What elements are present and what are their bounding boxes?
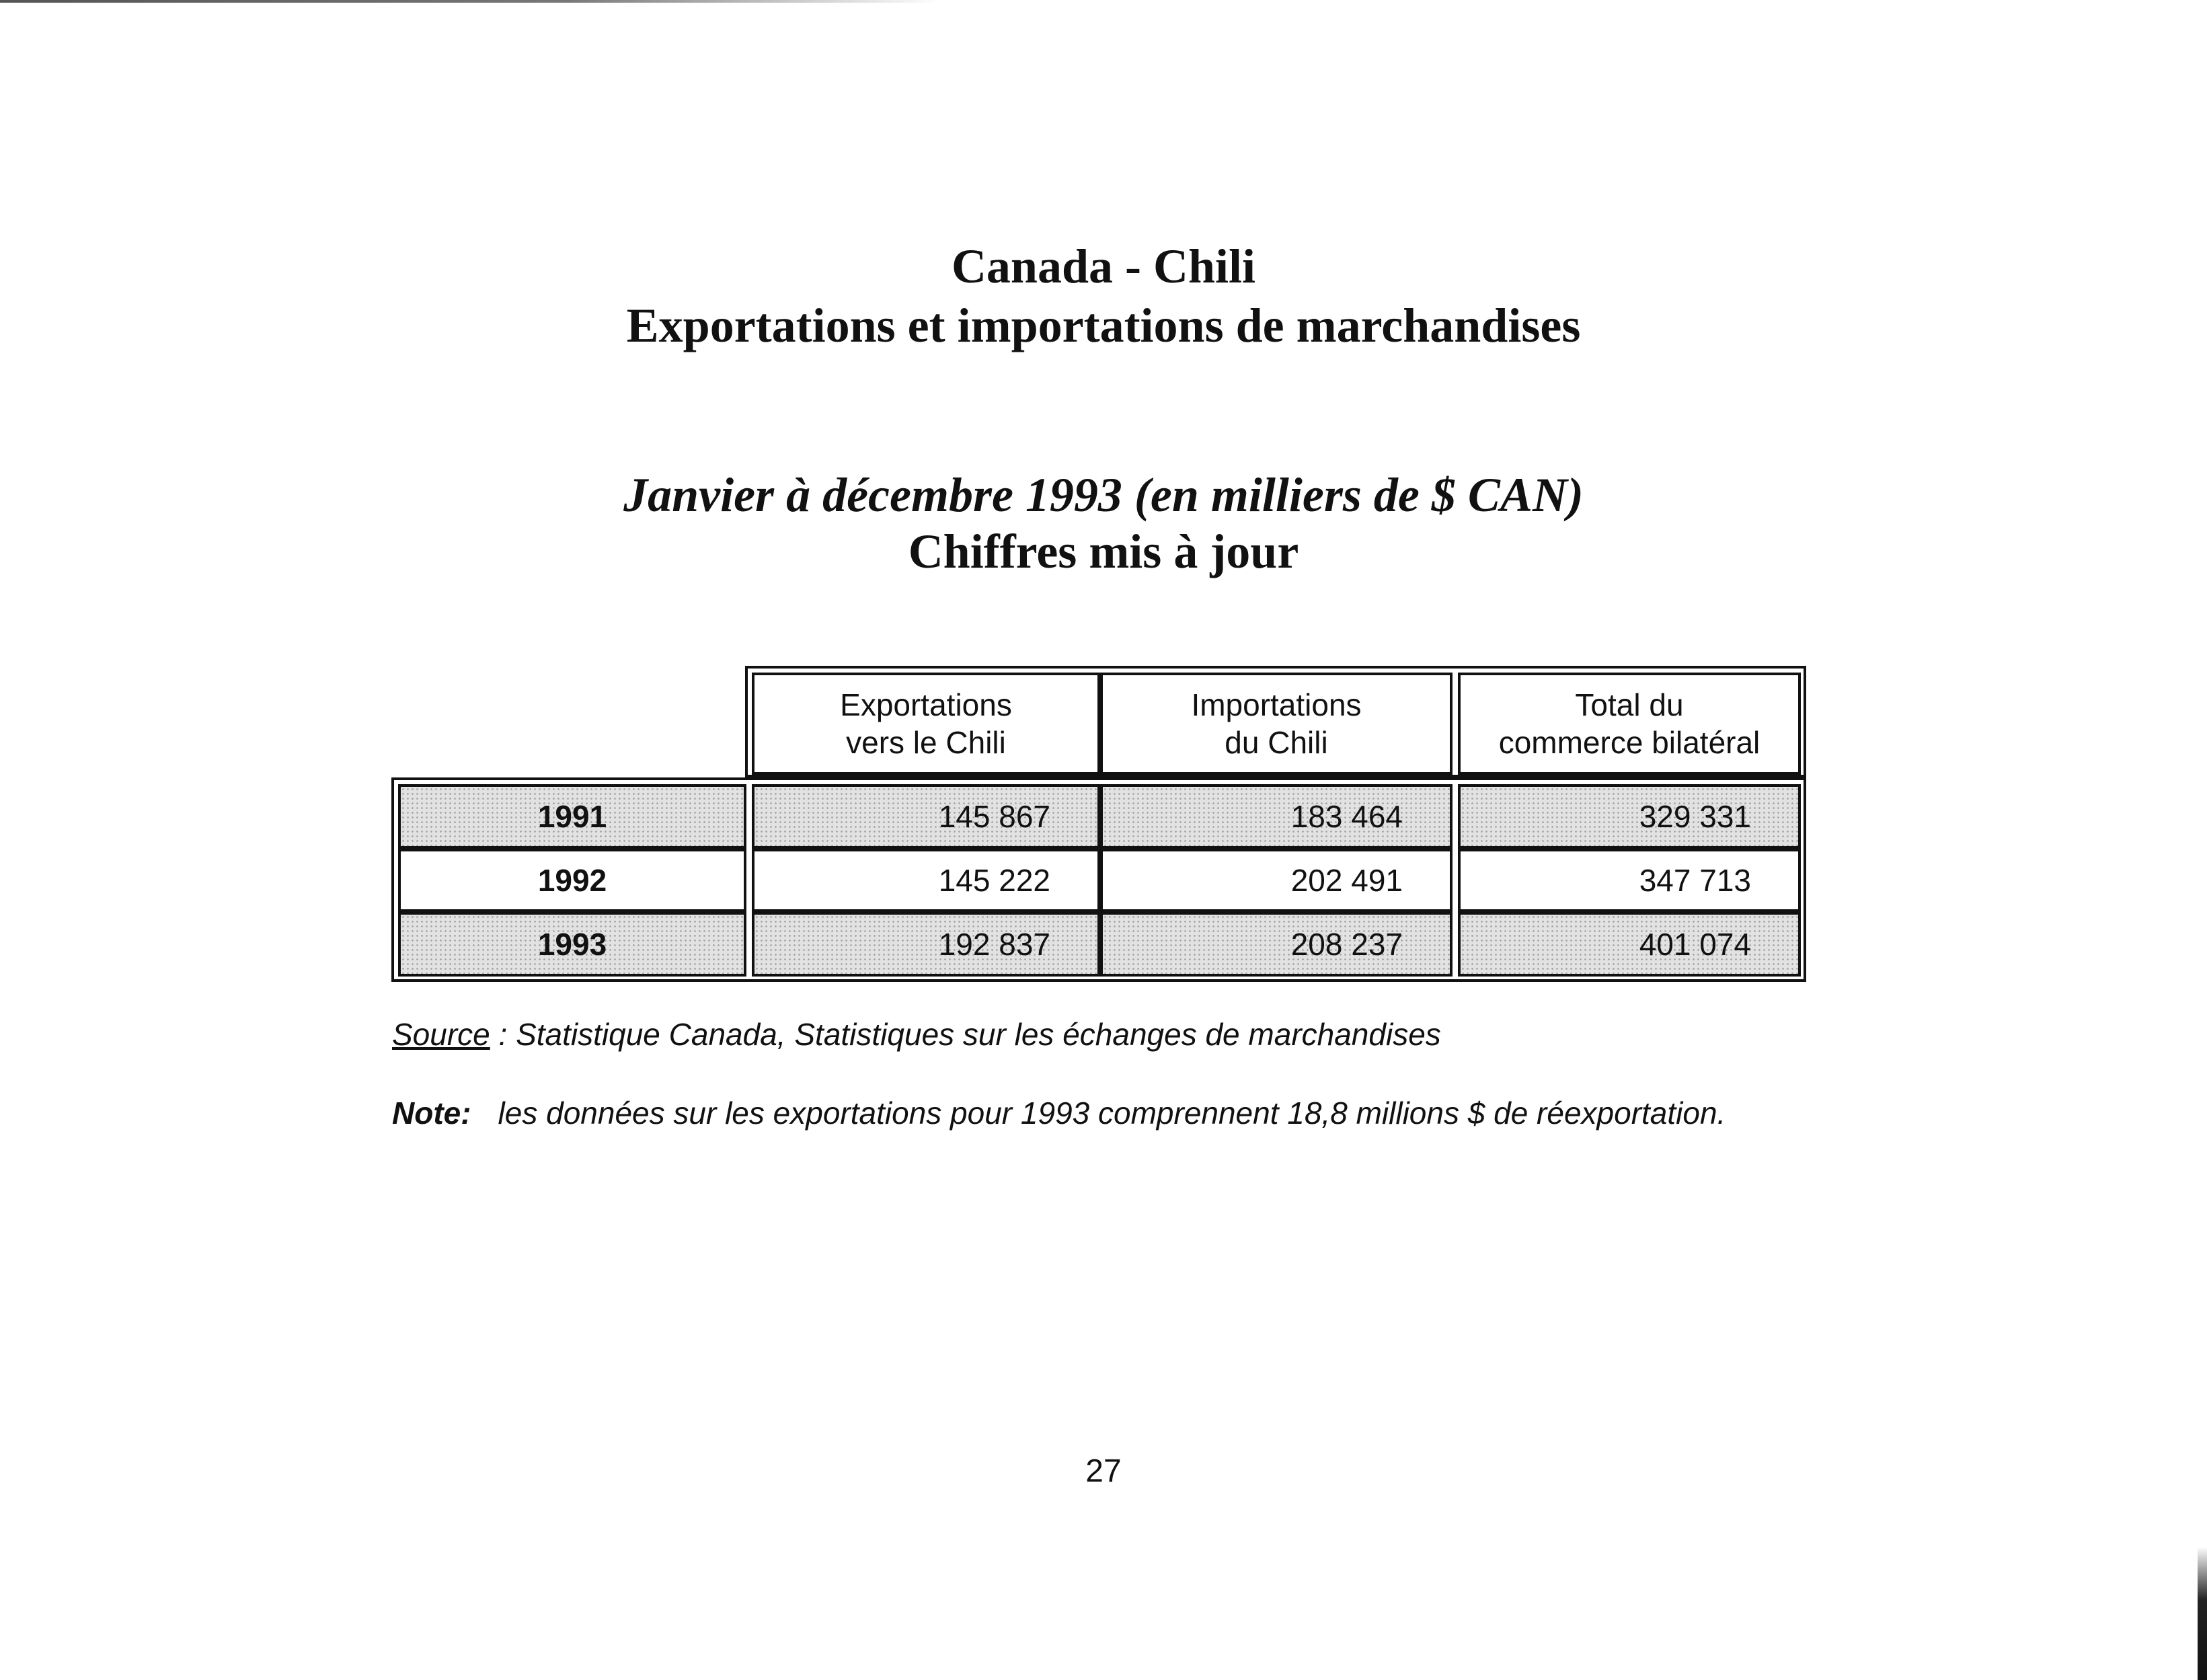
cell-value: 401 074: [1639, 927, 1751, 962]
note-label: Note:: [392, 1096, 471, 1131]
table-cell-imports: [1100, 784, 1453, 849]
table-cell-exports: [752, 912, 1100, 977]
cell-value: 208 237: [1290, 927, 1403, 962]
table-cell-total: [1458, 849, 1801, 912]
page-number: 27: [1085, 1453, 1122, 1489]
table-row-label: [398, 849, 746, 912]
column-header-imports-label: Importations du Chili: [1191, 687, 1362, 760]
column-header-total-label: Total du commerce bilatéral: [1498, 687, 1760, 760]
source-note: [392, 1014, 1441, 1055]
table-cell-total: [1458, 912, 1801, 977]
row-year: 1993: [537, 927, 607, 962]
period-subtitle: Janvier à décembre 1993 (en milliers de $ CAN): [623, 468, 1584, 522]
table-cell-imports: [1100, 912, 1453, 977]
cell-value: 183 464: [1290, 799, 1403, 834]
table-cell-exports: [752, 849, 1100, 912]
cell-value: 347 713: [1639, 863, 1751, 898]
source-text: : Statistique Canada, Statistiques sur les échanges de marchandises: [490, 1017, 1441, 1052]
column-header-exports-label: Exportations vers le Chili: [840, 687, 1012, 760]
column-header-imports: [1100, 673, 1453, 775]
column-header-exports: [752, 673, 1100, 775]
note-text: les données sur les exportations pour 1993 comprennent 18,8 millions $ de réexportation.: [498, 1096, 1726, 1131]
row-year: 1992: [537, 863, 607, 898]
table-cell-total: [1458, 784, 1801, 849]
cell-value: 145 222: [938, 863, 1050, 898]
table-row-label: [398, 912, 746, 977]
cell-value: 145 867: [938, 799, 1050, 834]
page-title-line-1: Canada - Chili: [951, 239, 1256, 293]
table-cell-imports: [1100, 849, 1453, 912]
footnote: [392, 1093, 1804, 1133]
scan-right-edge: [2198, 1547, 2207, 1680]
cell-value: 202 491: [1290, 863, 1403, 898]
source-label: Source: [392, 1017, 490, 1052]
scan-top-edge: [0, 0, 941, 3]
row-year: 1991: [537, 799, 607, 834]
cell-value: 192 837: [938, 927, 1050, 962]
table-cell-exports: [752, 784, 1100, 849]
column-header-total: [1458, 673, 1801, 775]
cell-value: 329 331: [1639, 799, 1751, 834]
table-row-label: [398, 784, 746, 849]
page-title-line-2: Exportations et importations de marchandises: [626, 299, 1581, 352]
update-subtitle: Chiffres mis à jour: [908, 525, 1299, 578]
